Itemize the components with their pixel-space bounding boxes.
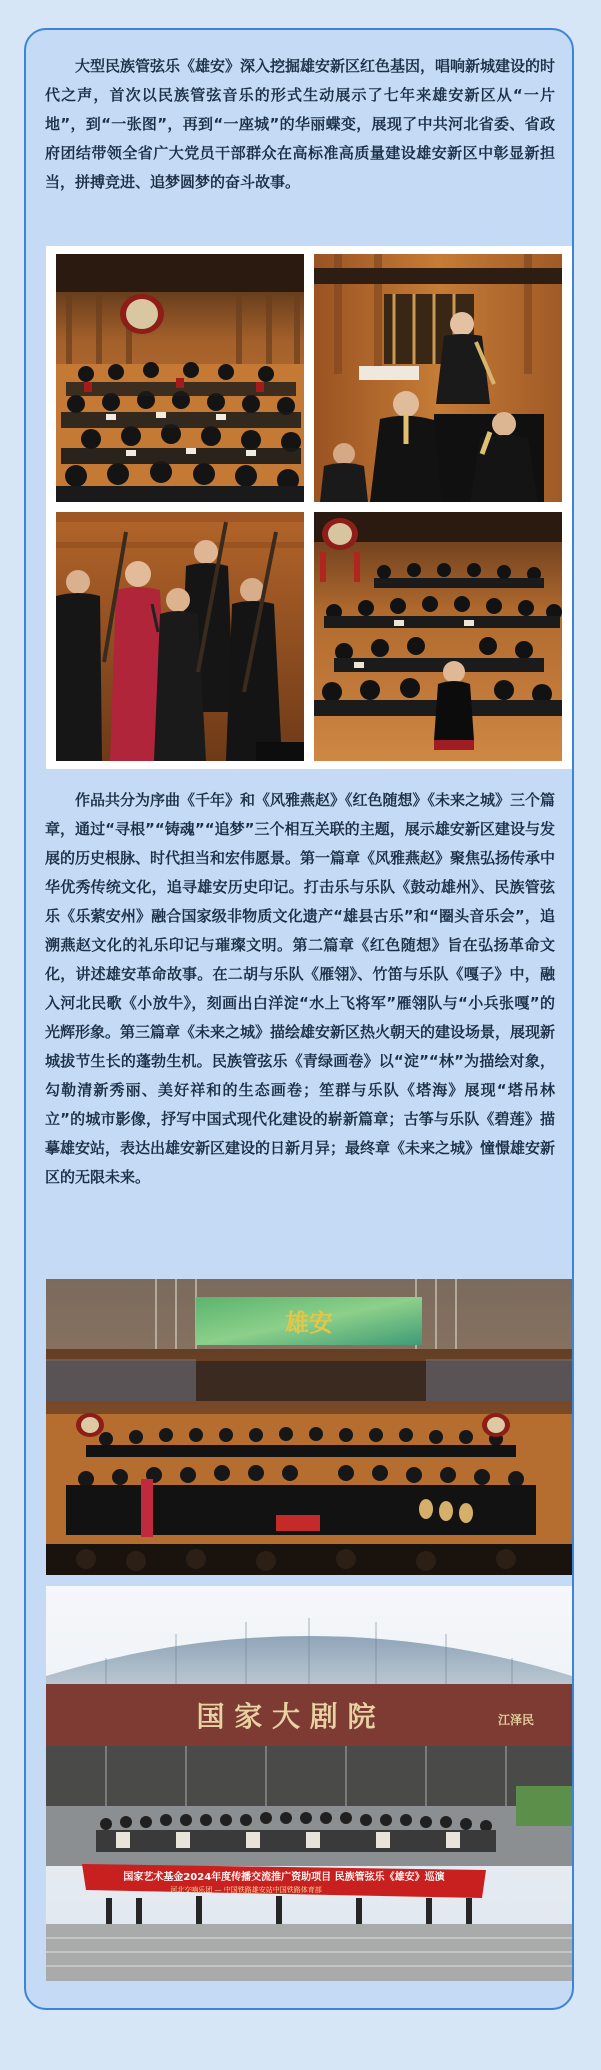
group-banner-text: 国家艺术基金2024年度传播交流推广资助项目 民族管弦乐《雄安》巡演 <box>123 1872 445 1883</box>
singer-photo <box>56 512 304 761</box>
orchestra-wide-photo <box>56 254 304 502</box>
conductor-photo <box>314 512 562 761</box>
venue-sign-signature: 江泽民 <box>497 1713 535 1727</box>
concert-hall-photo <box>46 1279 572 1575</box>
screen-logo-text: 雄安 <box>285 1309 333 1337</box>
structure-paragraph: 作品共分为序曲《千年》和《风雅燕赵》《红色随想》《未来之城》三个篇章，通过“寻根”“铸魂”“追梦”三个相互关联的主题，展示雄安新区建设与发展的历史根脉、时代担当和宏伟愿景。第一篇章《风雅燕赵》聚焦弘扬传承中华优秀传统文化，追寻雄安历史印记。打击乐与乐队《鼓动雄州》、民族管弦乐《乐萦安州》融合国家级非物质文化遗产“雄县古乐”和“圈头音乐会”，追溯燕赵文化的礼乐印记与璀璨文明。第二篇章《红色随想》旨在弘扬革命文化，讲述雄安革命故事。在二胡与乐队《雁翎》、竹笛与乐队《嘎子》中，融入河北民歌《小放牛》，刻画出白洋淀“水上飞将军”雁翎队与“小兵张嘎”的光辉形象。第三篇章《未来之城》描绘雄安新区热火朝天的建设场景，展现新城拔节生长的蓬勃生机。民族管弦乐《青绿画卷》以“淀”“林”为描绘对象，勾勒清新秀丽、美好祥和的生态画卷；笙群与乐队《塔海》展现“塔吊林立”的城市影像，抒写中国式现代化建设的崭新篇章；古筝与乐队《碧莲》描摹雄安站，表达出雄安新区建设的日新月异；最终章《未来之城》憧憬雄安新区的无限未来。 <box>45 791 556 1186</box>
intro-paragraph: 大型民族管弦乐《雄安》深入挖掘雄安新区红色基因，唱响新城建设的时代之声，首次以民族管弦音乐的形式生动展示了七年来雄安新区从“一片地”，到“一张图”，再到“一座城”的华丽蝶变，展现了中共河北省委、省政府团结带领全省广大党员干部群众在高标准高质量建设雄安新区中彰显新担当，拼搏竞进、追梦圆梦的奋斗故事。 <box>45 57 556 191</box>
group-photo <box>46 1586 572 1981</box>
group-banner-subtext: 河北交响乐团 — 中国铁路雄安站中国铁路体育部 <box>170 1886 322 1894</box>
venue-sign-text: 国 家 大 剧 院 <box>196 1700 376 1733</box>
soloist-photo <box>314 254 562 502</box>
performance-photo-grid <box>46 246 572 769</box>
